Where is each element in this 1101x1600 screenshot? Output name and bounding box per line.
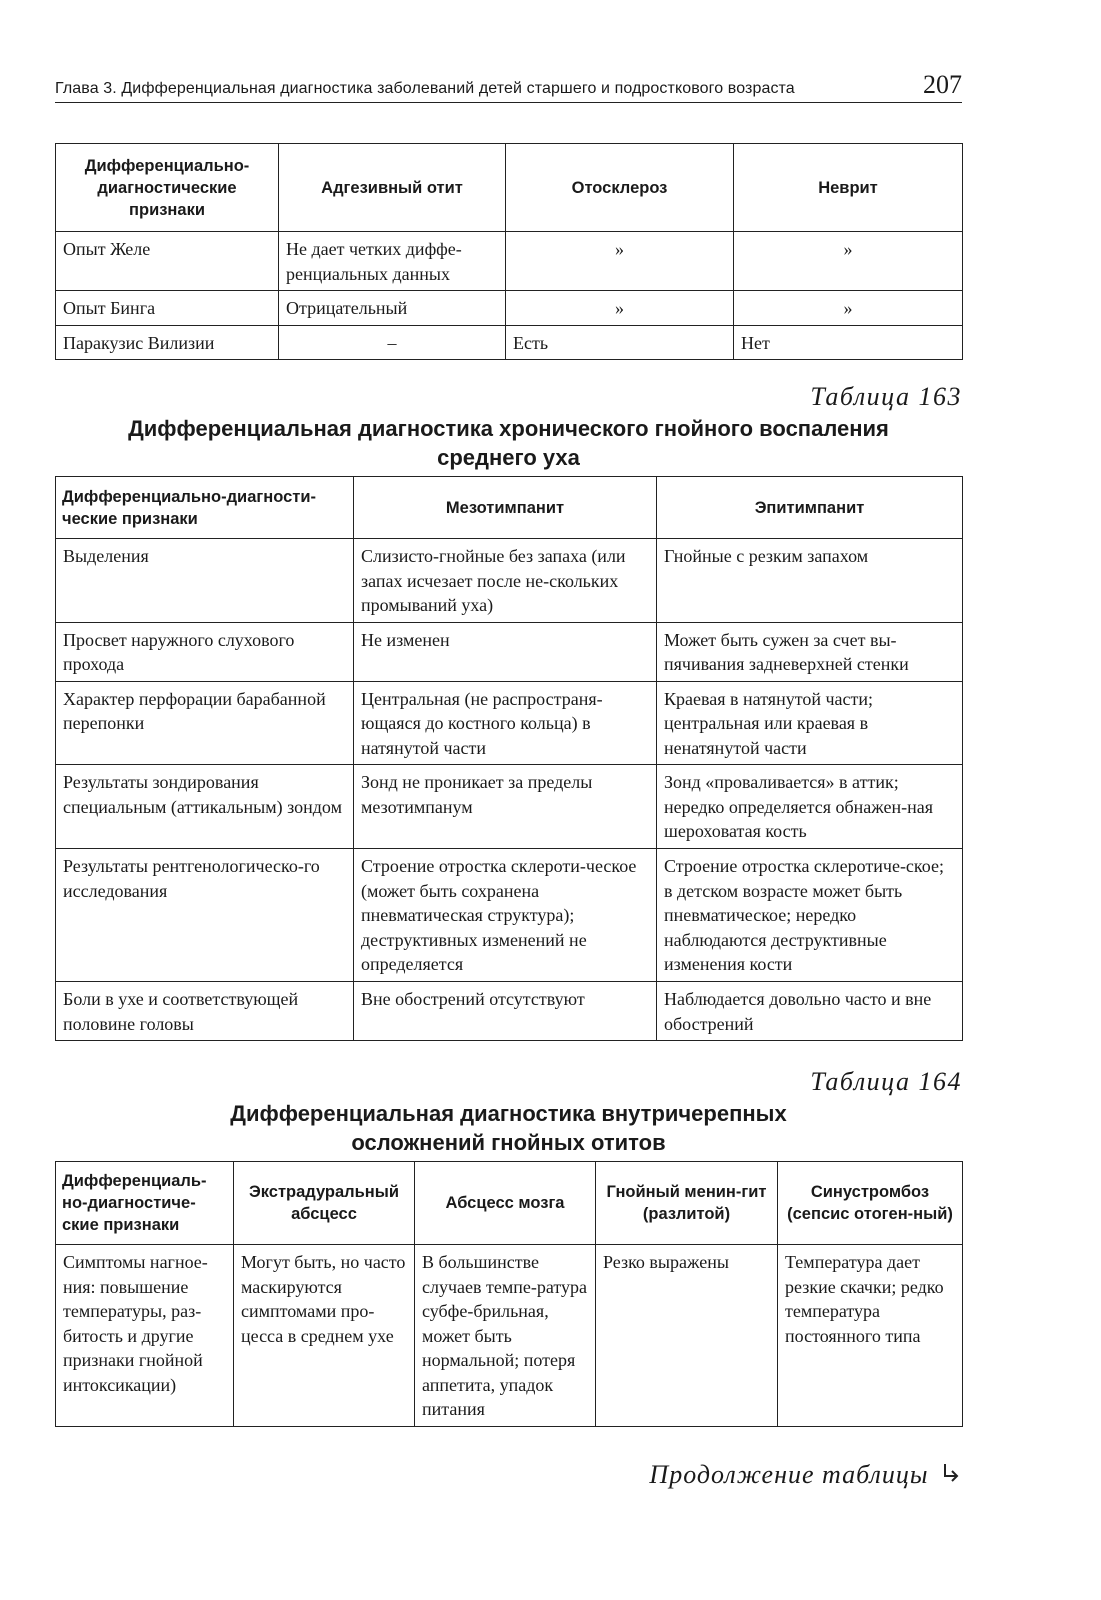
header-cell: Неврит [734, 144, 963, 232]
table-163-number: Таблица 163 [810, 382, 962, 411]
header-cell: Отосклероз [506, 144, 734, 232]
header-cell: Дифференциаль-но-диагностиче-ские признаки [56, 1162, 234, 1245]
table-164-number: Таблица 164 [810, 1067, 962, 1096]
table-prev-continued [55, 143, 963, 360]
table-row [56, 539, 963, 623]
cell: Краевая в натянутой части; центральная или краевая в ненатянутой части [657, 681, 963, 765]
table-163-title: Дифференциальная диагностика хронического гнойного воспаления среднего уха [128, 416, 889, 470]
cell: Строение отростка склероти-ческое (может быть сохранена пневматическая структура); деструктивных изменений не определяется [354, 849, 657, 982]
cell: Паракузис Вилизии [56, 325, 279, 360]
cell: » [734, 232, 963, 291]
cell: Выделения [56, 539, 354, 623]
cell: Может быть сужен за счет вы-пячивания задневерхней стенки [657, 622, 963, 681]
continuation-text: Продолжение таблицы [649, 1460, 929, 1489]
table-row [56, 1245, 963, 1427]
header-cell: Мезотимпанит [354, 477, 657, 539]
arrow-turn-down-right-icon [940, 1462, 962, 1493]
cell: Гнойные с резким запахом [657, 539, 963, 623]
cell: Есть [506, 325, 734, 360]
cell: » [506, 291, 734, 326]
cell: Слизисто-гнойные без запаха (или запах исчезает после не-скольких промываний уха) [354, 539, 657, 623]
cell: Отрицательный [279, 291, 506, 326]
table-row [56, 681, 963, 765]
cell: Не изменен [354, 622, 657, 681]
table-164-title: Дифференциальная диагностика внутричерепных осложнений гнойных отитов [230, 1101, 787, 1155]
cell: Боли в ухе и соответствующей половине головы [56, 982, 354, 1041]
table-row [56, 291, 963, 326]
table-row [56, 232, 963, 291]
cell: – [279, 325, 506, 360]
table-header-row [56, 144, 963, 232]
table-row [56, 982, 963, 1041]
cell: Вне обострений отсутствуют [354, 982, 657, 1041]
cell: Просвет наружного слухового прохода [56, 622, 354, 681]
cell: В большинстве случаев темпе-ратура субфе-брильная, может быть нормальной; потеря аппетита, упадок питания [415, 1245, 596, 1427]
table-header-row [56, 1162, 963, 1245]
header-cell: Эпитимпанит [657, 477, 963, 539]
table-row [56, 765, 963, 849]
cell: Строение отростка склеротиче-ское; в детском возрасте может быть пневматическое; нередко наблюдаются деструктивные изменения кости [657, 849, 963, 982]
cell: Опыт Желе [56, 232, 279, 291]
cell: Результаты рентгенологическо-го исследования [56, 849, 354, 982]
running-head [55, 72, 962, 103]
cell: Нет [734, 325, 963, 360]
table-163 [55, 476, 963, 1041]
header-cell: Адгезивный отит [279, 144, 506, 232]
cell: Не дает четких диффе-ренциальных данных [279, 232, 506, 291]
cell: Температура дает резкие скачки; редко температура постоянного типа [778, 1245, 963, 1427]
cell: » [506, 232, 734, 291]
cell: Результаты зондирования специальным (аттикальным) зондом [56, 765, 354, 849]
cell: » [734, 291, 963, 326]
cell: Резко выражены [596, 1245, 778, 1427]
chapter-title: Глава 3. Дифференциальная диагностика заболеваний детей старшего и подросткового возраста [55, 80, 795, 97]
cell: Наблюдается довольно часто и вне обострений [657, 982, 963, 1041]
cell: Характер перфорации барабанной перепонки [56, 681, 354, 765]
table-row [56, 622, 963, 681]
table-164 [55, 1161, 963, 1427]
header-cell: Экстрадуральный абсцесс [234, 1162, 415, 1245]
header-cell: Дифференциально-диагностические признаки [56, 144, 279, 232]
cell: Зонд «проваливается» в аттик; нередко определяется обнажен-ная шероховатая кость [657, 765, 963, 849]
cell: Центральная (не распространя-ющаяся до костного кольца) в натянутой части [354, 681, 657, 765]
header-cell: Гнойный менин-гит (разлитой) [596, 1162, 778, 1245]
table-row [56, 325, 963, 360]
table-header-row [56, 477, 963, 539]
continuation-note [649, 1460, 962, 1493]
header-cell: Синустромбоз (сепсис отоген-ный) [778, 1162, 963, 1245]
header-cell: Дифференциально-диагности-ческие признаки [56, 477, 354, 539]
cell: Симптомы нагное-ния: повышение температуры, раз-битость и другие признаки гнойной интоксикации) [56, 1245, 234, 1427]
header-cell: Абсцесс мозга [415, 1162, 596, 1245]
cell: Могут быть, но часто маскируются симптомами про-цесса в среднем ухе [234, 1245, 415, 1427]
cell: Опыт Бинга [56, 291, 279, 326]
page-number: 207 [923, 70, 962, 99]
cell: Зонд не проникает за пределы мезотимпанум [354, 765, 657, 849]
table-row [56, 849, 963, 982]
